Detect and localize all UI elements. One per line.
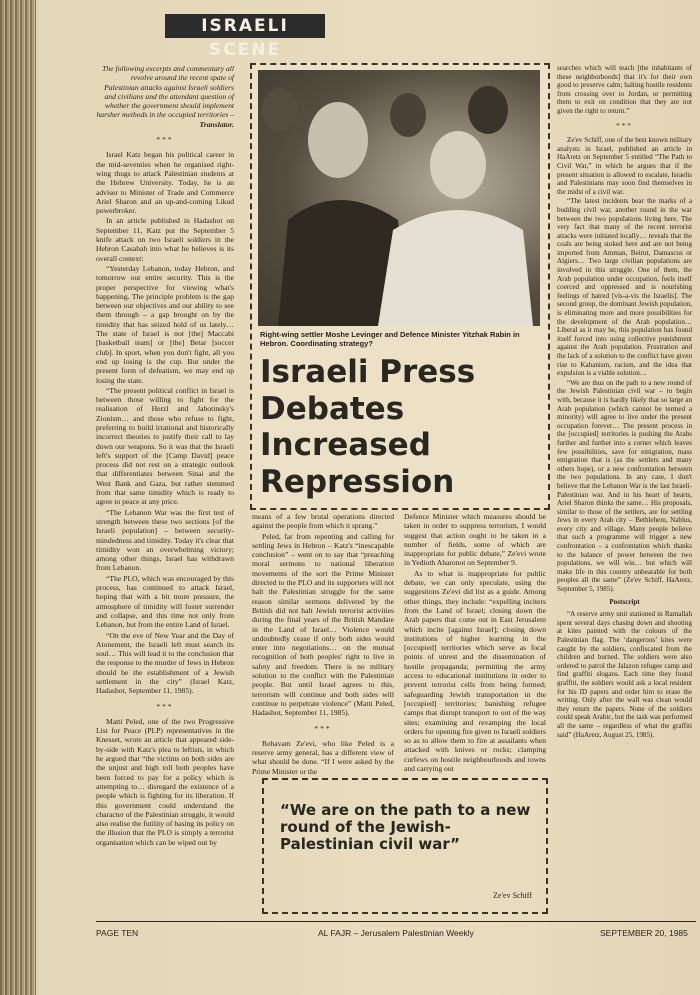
separator: *** (156, 701, 174, 711)
paragraph: Peled, far from repenting and calling for settling Jews in Hebron – Katz's “inescapable conclusion” – went on to say that “preaching moral sermons to national liberation movements of the sort the Prime Minister directed to the PLO and its supporters will not halt the Palestinian struggle for the same reason similar sermons delivered by the British did not halt Jewish terrorist activities during the final years of the British Mandate in the Land of Israel… Violence would undoubtedly cease if only both sides would enter into negotiations… on the mutual recognition of both peoples' right to live in safety and freedom. There is no military solution to the conflict with the Palestinian people. But until Israel agrees to this, terrorism will continue and both sides will continue to perpetrate violence” (Matti Peled, Hadashot, September 11, 1985). (252, 531, 394, 718)
paragraph: In an article published in Hadashot on September 11, Katz put the September 5 knife attack on two Israeli soldiers in the Hebron Casabah into what he believes is its overall context: (96, 216, 234, 263)
pull-quote-text: “We are on the path to a new round of the Jewish-Palestinian civil war” (280, 801, 531, 853)
postscript-title: Postscript (609, 597, 640, 606)
footer-date: SEPTEMBER 20, 1985 (600, 928, 688, 938)
photo-headline-box (250, 63, 550, 510)
paragraph: “Yesterday Lebanon, today Hebron, and tomorrow our entire security. This is the proper perspective for viewing what's happening. The principle problem is the gap between our objectives and our ability to see them through – a gap brought on by the timidity that has seized hold of us lately… The state of Israel is not [the] Maccabi [basketball team] or [the] Betar [soccer club]. In sport, when you don't fight, all you end up losing is the cup. But under the present form of defeatism, we may end up losing the state. (96, 263, 234, 385)
pull-quote-box (262, 778, 548, 914)
paragraph: “The present political conflict in Israel is between those willing to fight for the realisation of Herzl and Jabotinsky's Zionism… and those who refuse to fight, preferring to build irrational and historically incorrect theories to justify their call to lay down our weapons. So it was that the Israeli left's support of the [Camp David] peace process did not rest on a strategic outlook that differentiates between Sinai and the West Bank and Gaza, but rather stemmed from that same timidity which is ready to agree to peace at any price. (96, 385, 234, 507)
pull-quote-attribution: Ze'ev Schiff (493, 891, 532, 900)
intro-text: The following excerpts and commentary all revolve around the recent spate of Palestinian attacks against Israeli soldiers and civilians and the attendant question of whether the government should implement harsher methods in the occupied territories – Translator. (96, 64, 234, 129)
paragraph: Israel Katz began his political career in the mid-seventies when he organised right-wing thugs to attack Palestinian students at the Hebrew University. Today, he is an adviser to Minister of Trade and Commerce Ariel Sharon and an up-and-coming Likud powerbroker. (96, 150, 234, 216)
paragraph: searches which will teach [the inhabitants of these neighborhoods] that it's for their own good to preserve calm; halting hostile residents from crossing over to Jordan, or permitting them to exit on condition that they are not given the right to return.” (557, 64, 692, 115)
headline-line: Increased (260, 427, 431, 463)
paragraph: “We are thus on the path to a new round of the Jewish Palestinian civil war – to begin with, because it is hardly likely that so large an Arab population (which cannot be termed a minority) will agree to live under the present occupation forever… The present process in the [occupied] territories is pushing the Arabs further and further into a corner which leaves few possibilities, save for emigration, mass emigration that is (as the settlers and many others hope), or a new confrontation between the two populations. In any case, I don't believe that the Lebanon War is the last Israeli-Palestinian war. And in his heart of hearts, Ariel Sharon thinks the same… His proposals, similar to those of the settlers, are for settling Jews in every Arab city – Bethlehem, Nablus, every city and village. Many people believe that such a programme will trigger a new confrontation – a confrontation which thanks to the balance of power between the two populations, we will win… but which will make life in this country unbearable for both peoples all the same” (Ze'ev Schiff, HaAretz, September 5, 1985). (557, 378, 692, 594)
book-spine (0, 0, 36, 995)
footer-page-number: PAGE TEN (96, 928, 139, 938)
headline (260, 354, 475, 500)
paragraph: Matti Peled, one of the two Progressive List for Peace (PLP) representatives in the Knesset, wrote an article that appeared side-by-side with Katz's plea to leftists, in which he argued that “the victims on both sides are the unjust and high toll both peoples have been forced to pay for a policy which is attempting to… disregard the existence of a people which is fighting for its liberation. If this government could understand the character of the Palestinian struggle, it would also realise the futility of basing its policy on the illusion that the PLO is simply a terrorist organisation which can be wiped out by (96, 716, 234, 847)
paragraph: “The PLO, which was encouraged by this process, has continued to attack Israel, hoping that with a bit more pressure, the atmosphere of timidity will foster surrender and collapse, and this time not only from Lebanon, but from the entire Land of Israel. (96, 573, 234, 630)
postscript-text: “A reserve army unit stationed in Ramallah spent several days chasing down and shooting at kites painted with the colours of the Palestinian flag. The ‘dangerous’ kites were caught by the soldiers, confiscated from the children and burned. The soldiers were also ordered to patrol the Jalazon refugee camp and find graffiti slogans. Each time they found graffiti, the soldiers would ask a local resident for his ID papers and order him to erase the writing. Only after the wall was clean would they return the papers. None of the soldiers could speak Arabic, but the task was performed all the same – regardless of what the graffiti said” (HaAretz, August 25, 1985). (557, 610, 692, 739)
paragraph: Ze'ev Schiff, one of the best known military analysts in Israel, published an article in HaAretz on September 5 entitled “The Path to Civil War,” in which he argues that if the present situation is allowed to escalate, Israelis and Palestinians may soon find themselves in the midst of a civil war. (557, 136, 692, 196)
paragraph: Defence Minister which measures should be taken in order to suppress terrorism, I would suggest that action ought to be taken in a number of fields, some of which are inappropriate for public debate,” Ze'evi wrote in Yedioth Aharonot on September 9. (404, 512, 546, 568)
separator: *** (156, 135, 174, 145)
headline-line: Repression (260, 463, 455, 500)
section-banner: ISRAELI SCENE (165, 14, 325, 38)
paragraph: Rehavam Ze'evi, who like Peled is a reserve army general, has a different view of what should be done. “If I were asked by the Prime Minister or the (252, 738, 394, 776)
paragraph: As to what is inappropriate for public debate, we can only speculate, using the suggestions Ze'evi did list as a guide. Among other things, they include: “expelling inciters from the Land of Israel; closing down the Arab papers that come out in East Jerusalem which incite [against Israel]; closing down institutions of higher learning in the [occupied] territories which serve as focal points of unrest and the dissemination of hostile propaganda; permitting the army access to educational institutions in order to prevent terrorist cells from being formed; safeguarding Jewish transportation in the [occupied] territories; banishing refugee camps that disrupt transport to out of the way sites; examining and revamping the local orders for opening fire given to Israeli soldiers so as to allow them to fire at assailants when attacked with knives or rocks; clamping curfews on hostile neighbourhoods and towns and carrying out (404, 568, 546, 774)
paragraph: “The latest incidents bear the marks of a budding civil war, another round in the war between the two populations living here. The very fact that many of the recent terrorist attacks were initiated locally… reveals that the coals are being stoked here and are not being imported from Amman, Beirut, Damascus or Algiers… Two large civilian populations are involved in this struggle. One of them, the Arab population under occupation, feels itself coerced and oppressed and is nourishing feelings of hatred [vis-a-vis the Israelis]. The second group, the dominant Jewish population, is eliminating more and more possibilities for the development of the Arab population… Liberal as it may be, this population has found itself forced into using collective punishment against the Arab population. Frustration and the lack of a solution to the conflict have given rise to Kahanism, racism, and the idea that expulsion is a viable solution… (557, 197, 692, 378)
column-4 (557, 64, 692, 740)
column-3 (404, 512, 546, 774)
column-2 (252, 512, 394, 777)
separator: *** (314, 723, 332, 733)
news-photo (258, 70, 540, 326)
paragraph: “The Lebanon War was the first test of strength between these two sections [of the Israeli population] – between security-mindedness and timidity. Today it's clear that timidity won an overwhelming victory; among other things, Israel has withdrawn from Lebanon. (96, 507, 234, 573)
footer-rule (96, 921, 696, 922)
photo-figures (258, 70, 540, 326)
column-1 (96, 64, 234, 848)
paragraph: means of a few brutal operations directed against the people from which it sprang.” (252, 512, 394, 531)
photo-caption: Right-wing settler Moshe Levinger and Defence Minister Yitzhak Rabin in Hebron. Coordinating strategy? (260, 330, 520, 348)
separator: *** (616, 121, 633, 130)
paragraph: “On the eve of New Year and the Day of Atonement, the Israeli left must search its soul… This will lead it to the conclusion that the response to the murder of Jews in Hebron should be the establishment of a Jewish settlement in the city” (Israel Katz, Hadashot, September 11, 1985). (96, 630, 234, 696)
headline-line: Debates (260, 390, 405, 427)
headline-line: Israeli Press (260, 354, 476, 390)
footer-publication: AL FAJR – Jerusalem Palestinian Weekly (318, 928, 474, 938)
